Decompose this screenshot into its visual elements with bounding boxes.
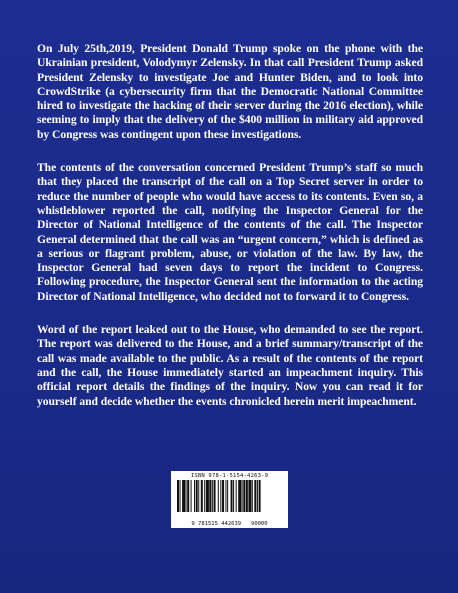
isbn-barcode <box>171 471 288 528</box>
barcode-digits <box>171 521 288 527</box>
isbn-label: ISBN 978-1-5154-4263-9 <box>190 473 269 479</box>
paragraph-1: On July 25th,2019, President Donald Trump spoke on the phone with the Ukrainian president, Volodymyr Zelensky. In that call President Trump asked President Zelensky to investigate Joe and Hunter Biden, and to look into CrowdStrike (a cybersecurity firm that the Democratic National Committee hired to investigate the hacking of their server during the 2016 election), while seeming to imply that the delivery of the $400 million in military aid approved by Congress was contingent upon these investigations. <box>37 42 423 141</box>
barcode-icon <box>175 480 284 520</box>
back-cover-text <box>37 42 423 428</box>
price-code: 90000 <box>251 521 268 527</box>
paragraph-2: The contents of the conversation concerned President Trump’s staff so much that they placed the transcript of the call on a Top Secret server in order to reduce the number of people who would have access to its contents. Even so, a whistleblower reported the call, notifying the Inspector General for the Director of National Intelligence of the contents of the call. The Inspector General determined that the call was an “urgent concern,” which is defined as a serious or flagrant problem, abuse, or violation of the law. By law, the Inspector General had seven days to report the incident to Congress. Following procedure, the Inspector General sent the information to the acting Director of National Intelligence, who decided not to forward it to Congress. <box>37 161 423 303</box>
paragraph-3: Word of the report leaked out to the House, who demanded to see the report. The report was delivered to the House, and a brief summary/transcript of the call was made available to the public. As a result of the contents of the report and the call, the House immediately started an impeachment inquiry. This official report details the findings of the inquiry. Now you can read it for yourself and decide whether the events chronicled herein merit impeachment. <box>37 323 423 408</box>
barcode-number: 9 781515 442639 <box>191 521 242 527</box>
